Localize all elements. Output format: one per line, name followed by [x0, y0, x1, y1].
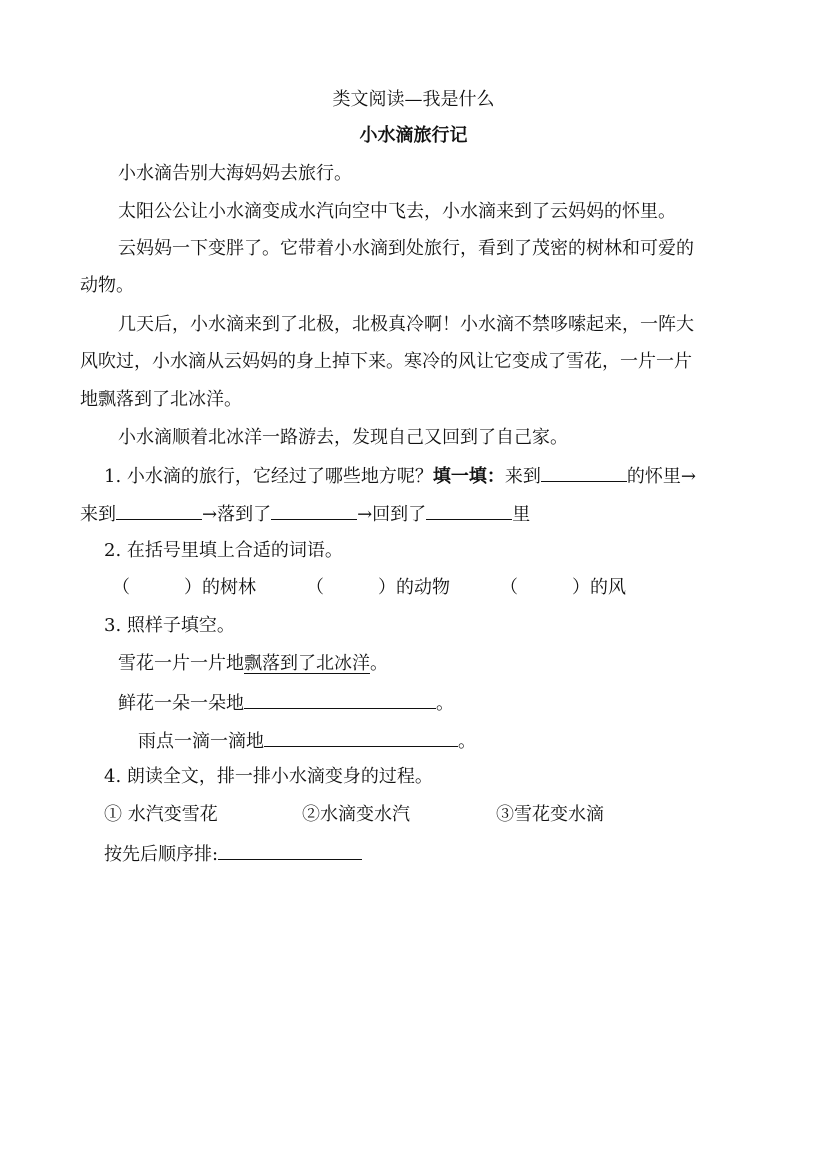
question-4-option-1: ① 水汽变雪花	[104, 804, 218, 825]
answer-blank-2[interactable]	[116, 501, 202, 520]
example-prefix: 雪花一片一片地	[118, 653, 244, 674]
question-2-item-2[interactable]: （ ）的动物	[306, 577, 450, 598]
question-1-instruction: 填一填：	[432, 466, 505, 487]
question-1-segment-2: 的怀里→	[626, 466, 696, 487]
passage-paragraph-4-line-2: 风吹过，小水滴从云妈妈的身上掉下来。寒冷的风让它变成了雪花，一片一片	[80, 351, 692, 372]
order-label: 按先后顺序排:	[104, 844, 219, 865]
question-4-option-3: ③雪花变水滴	[496, 804, 604, 825]
example-underlined: 飘落到了北冰洋	[244, 653, 370, 674]
question-3-example	[118, 652, 388, 676]
question-3-line-3-prefix: 雨点一滴一滴地	[138, 731, 264, 752]
passage-paragraph-1: 小水滴告别大海妈妈去旅行。	[118, 163, 352, 184]
answer-blank-6[interactable]	[264, 728, 458, 747]
answer-blank-3[interactable]	[271, 501, 357, 520]
question-1-segment-3: 来到	[80, 504, 116, 525]
answer-blank-4[interactable]	[426, 501, 512, 520]
answer-blank-5[interactable]	[244, 690, 436, 709]
question-3-line-2	[118, 690, 454, 714]
question-3-line-3	[138, 728, 476, 752]
question-3-text: 3. 照样子填空。	[104, 615, 235, 636]
question-2-item-1[interactable]: （ ）的树林	[112, 577, 256, 598]
question-1	[104, 463, 696, 487]
question-1-segment-6: 里	[512, 504, 531, 525]
passage-paragraph-5: 小水滴顺着北冰洋一路游去，发现自己又回到了自己家。	[118, 427, 568, 448]
passage-paragraph-4-line-3: 地飘落到了北冰洋。	[80, 389, 242, 410]
question-3-line-3-end: 。	[458, 731, 476, 752]
passage-paragraph-4-line-1: 几天后，小水滴来到了北极，北极真冷啊！小水滴不禁哆嗦起来，一阵大	[118, 314, 694, 335]
question-1-segment-1: 来到	[504, 466, 541, 487]
question-4-text: 4. 朗读全文，排一排小水滴变身的过程。	[104, 766, 433, 787]
passage-paragraph-2: 太阳公公让小水滴变成水汽向空中飞去，小水滴来到了云妈妈的怀里。	[118, 201, 676, 222]
answer-blank-1[interactable]	[541, 463, 627, 482]
question-3-line-2-prefix: 鲜花一朵一朵地	[118, 693, 244, 714]
question-3-line-2-end: 。	[436, 693, 454, 714]
question-1-text: 1. 小水滴的旅行，它经过了哪些地方呢？	[104, 466, 433, 487]
passage-paragraph-3-line-1: 云妈妈一下变胖了。它带着小水滴到处旅行，看到了茂密的树林和可爱的	[118, 238, 694, 259]
question-4-order	[104, 841, 362, 865]
example-end: 。	[370, 653, 388, 674]
question-1-segment-4: →落到了	[202, 504, 272, 525]
question-1-segment-5: →回到了	[357, 504, 427, 525]
passage-title: 小水滴旅行记	[359, 125, 468, 146]
question-1-continued	[80, 501, 530, 525]
answer-blank-order[interactable]	[218, 841, 362, 860]
question-4-option-2: ②水滴变水汽	[302, 804, 410, 825]
question-2-text: 2. 在括号里填上合适的词语。	[104, 540, 343, 561]
question-2-item-3[interactable]: （ ）的风	[500, 577, 626, 598]
passage-paragraph-3-line-2: 动物。	[80, 275, 134, 296]
page-title: 类文阅读—我是什么	[332, 89, 495, 110]
